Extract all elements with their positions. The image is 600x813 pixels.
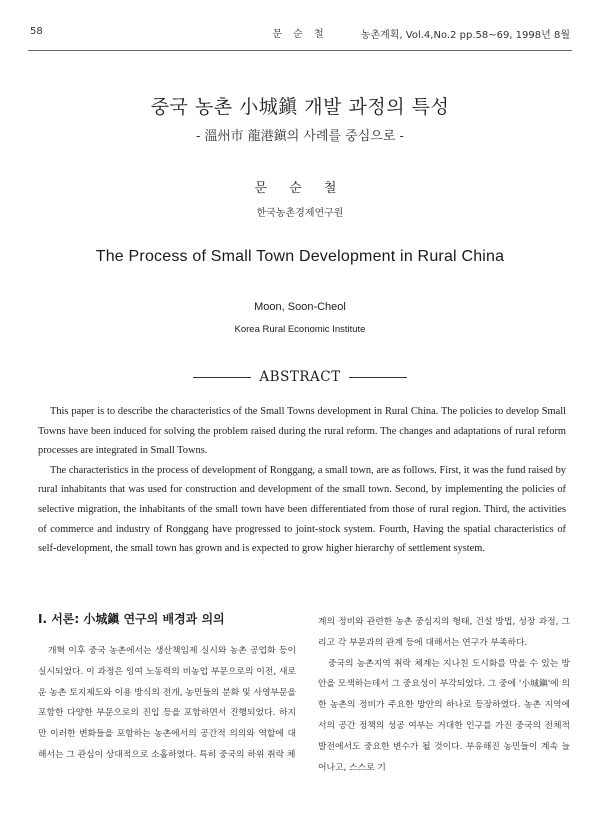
running-author: 문 순 철 [272,29,328,40]
abstract-paragraph: The characteristics in the process of development of Ronggang, a small town, are as follows. First, it was the fund raised by rural inhabitants that was used for construction and development of the small town. Second, by implementing the policies of selective migration, the inhabitants of the small town have been differentiated from those of rural region. Third, the activities of commerce and industry of Ronggang have progressed to joint-stock system. Fourth, Having the spatial characteristics of self-development, the small town has grown and is expected to grow higher hierarchy of settlement system. [38,464,566,555]
abstract-rule-right [349,377,407,378]
body-paragraph: 중국의 농촌지역 취락 체계는 지나친 도시화를 막을 수 있는 방안을 모색하는데서 그 중요성이 부각되었다. 그 중에 '小城鎭'에 의한 농촌의 정비가 주요한 방안의 하나로 등장하였다. 농촌 지역에서의 공간 정책의 성공 여부는 거대한 인구를 가진 중국의 전체적 발전에서도 중요한 변수가 될 것이다. 부유해진 농민들이 계속 늘어나고, 스스로 기 [318,658,570,773]
body-paragraph: 개혁 이후 중국 농촌에서는 생산책임제 실시와 농촌 공업화 등이 실시되었다. 이 과정은 잉여 노동력의 비농업 부문으로의 이전, 새로운 농촌 토지제도와 이용 방식의 전개, 농민들의 분화 및 사영부문을 포함한 다양한 부문으로의 진입 등을 포함하면서 진행되었다. 하지만 이러한 변화들을 포함하는 농촌에서의 공간적 의의와 역할에 대해서는 그 관심이 상대적으로 소홀하였다. 특히 중국의 하위 취락 체 [38,646,296,760]
author-korean: 문 순 철 [254,181,346,196]
abstract-heading-row [0,369,600,385]
body-paragraph: 계의 정비와 관련한 농촌 중심지의 형태, 건설 방법, 성장 과정, 그리고 각 부문과의 관계 등에 대해서는 연구가 부족하다. [318,617,570,648]
abstract-heading: ABSTRACT [259,369,341,385]
right-column [318,612,570,778]
institution-korean: 한국농촌경제연구원 [256,208,344,219]
institution-english: Korea Rural Economic Institute [234,324,366,335]
journal-info: 농촌계획, Vol.4,No.2 pp.58~69, 1998년 8월 [360,30,570,41]
abstract-rule-left [193,377,251,378]
subtitle-korean: - 溫州市 龍港鎭의 사례를 중심으로 - [196,129,404,144]
title-korean: 중국 농촌 小城鎭 개발 과정의 특성 [150,96,450,118]
header-rule [28,50,572,51]
abstract-paragraph: This paper is to describe the characteristics of the Small Towns development in Rural China. The policies to develop Small Towns have been induced for solving the problem raised during the rural reform. The changes and adaptations of rural reform processes are integrated in Small Towns. [38,406,566,457]
title-english: The Process of Small Town Development in Rural China [95,248,505,265]
author-english: Moon, Soon-Cheol [254,301,346,313]
section-heading: Ⅰ. 서론: 小城鎭 연구의 배경과 의의 [38,612,225,626]
left-column [38,610,296,766]
page-number: 58 [30,26,43,37]
abstract-body [38,402,566,559]
